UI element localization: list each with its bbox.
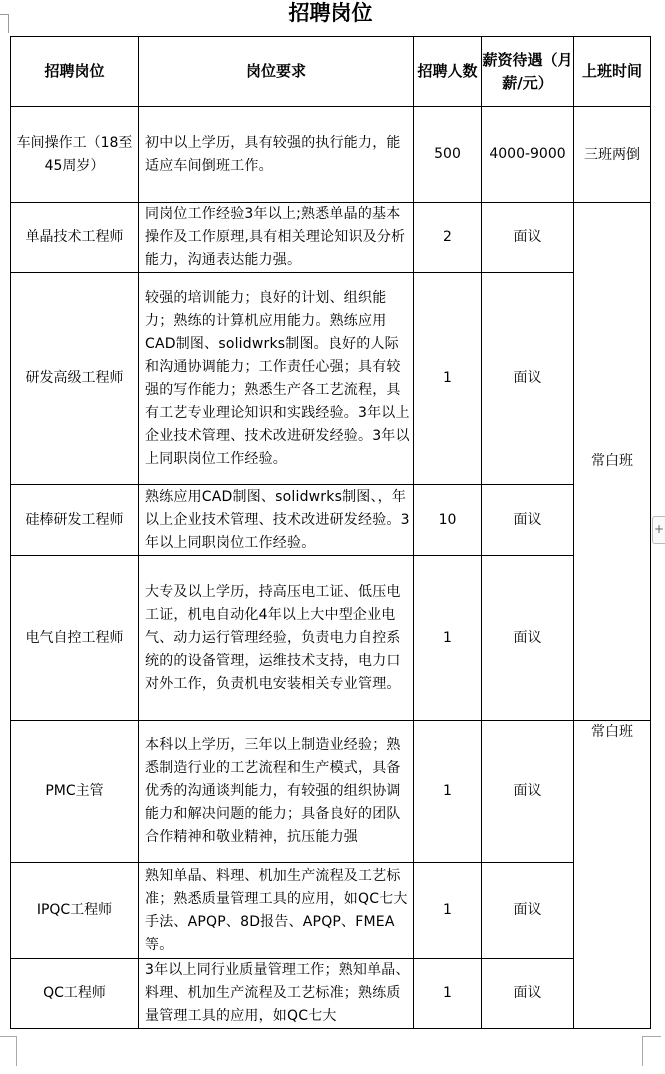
count-cell: 1 (414, 863, 482, 959)
requirement-cell: 本科以上学历，三年以上制造业经验；熟悉制造行业的工艺流程和生产模式，具备优秀的沟通谈判能力，有较强的组织协调能力和解决问题的能力；具备良好的团队合作精神和敬业精神，抗压能力强 (139, 721, 414, 863)
crop-mark (642, 1036, 661, 1038)
salary-cell: 面议 (482, 556, 574, 721)
requirement-cell: 较强的培训能力；良好的计划、组织能力；熟练的计算机应用能力。熟练应用CAD制图、solidwrks制图。良好的人际和沟通协调能力；工作责任心强；具有较强的写作能力；熟悉生产各工艺流程，具有工艺专业理论知识和实践经验。3年以上企业技术管理、技术改进研发经验。3年以上同职岗位工作经验。 (139, 273, 414, 485)
table-row (11, 721, 651, 863)
requirement-cell: 熟练应用CAD制图、solidwrks制图、，年以上企业技术管理、技术改进研发经验。3年以上同职岗位工作经验。 (139, 485, 414, 556)
crop-mark (642, 1036, 644, 1066)
crop-mark (16, 1036, 18, 1066)
salary-cell: 4000-9000 (482, 107, 574, 203)
requirement-cell: 同岗位工作经验3年以上;熟悉单晶的基本操作及工作原理,具有相关理论知识及分析能力，沟通表达能力强。 (139, 203, 414, 273)
position-cell: IPQC工程师 (11, 863, 139, 959)
requirement-cell: 大专及以上学历，持高压电工证、低压电工证，机电自动化4年以上大中型企业电气、动力运行管理经验，负责电力自控系统的的设备管理，运维技术支持，电力口对外工作，负责机电安装相关专业管理。 (139, 556, 414, 721)
position-cell: 单晶技术工程师 (11, 203, 139, 273)
table-row (11, 107, 651, 203)
crop-mark (0, 1036, 16, 1038)
salary-cell: 面议 (482, 959, 574, 1029)
salary-cell: 面议 (482, 863, 574, 959)
table-row (11, 959, 651, 1029)
table-row (11, 203, 651, 273)
header-shift: 上班时间 (574, 37, 651, 107)
shift-cell: 三班两倒 (574, 107, 651, 203)
table-header-row (11, 37, 651, 107)
count-cell: 10 (414, 485, 482, 556)
position-cell: QC工程师 (11, 959, 139, 1029)
add-column-handle[interactable]: + (652, 516, 665, 544)
salary-cell: 面议 (482, 203, 574, 273)
requirement-cell: 初中以上学历，具有较强的执行能力，能适应车间倒班工作。 (139, 107, 414, 203)
count-cell: 500 (414, 107, 482, 203)
count-cell: 1 (414, 273, 482, 485)
header-salary: 薪资待遇（月薪/元） (482, 37, 574, 107)
position-cell: 硅棒研发工程师 (11, 485, 139, 556)
salary-cell: 面议 (482, 721, 574, 863)
table-row (11, 485, 651, 556)
count-cell: 1 (414, 556, 482, 721)
table-row (11, 556, 651, 721)
requirement-cell: 3年以上同行业质量管理工作；熟知单晶、料理、机加生产流程及工艺标准；熟练质量管理工具的应用，如QC七大 (139, 959, 414, 1029)
count-cell: 1 (414, 959, 482, 1029)
recruitment-table (10, 36, 651, 1029)
position-cell: 电气自控工程师 (11, 556, 139, 721)
header-count: 招聘人数 (414, 37, 482, 107)
corner-mark (0, 14, 9, 33)
count-cell: 1 (414, 721, 482, 863)
header-requirement: 岗位要求 (139, 37, 414, 107)
position-cell: 车间操作工（18至45周岁） (11, 107, 139, 203)
page-title: 招聘岗位 (288, 0, 373, 25)
header-position: 招聘岗位 (11, 37, 139, 107)
requirement-cell: 熟知单晶、料理、机加生产流程及工艺标准；熟悉质量管理工具的应用，如QC七大手法、APQP、8D报告、APQP、FMEA等。 (139, 863, 414, 959)
salary-cell: 面议 (482, 273, 574, 485)
position-cell: 研发高级工程师 (11, 273, 139, 485)
shift-cell: 常白班 (574, 203, 651, 721)
position-cell: PMC主管 (11, 721, 139, 863)
table-row (11, 273, 651, 485)
table-row (11, 863, 651, 959)
count-cell: 2 (414, 203, 482, 273)
shift-cell: 常白班 (574, 721, 651, 1029)
salary-cell: 面议 (482, 485, 574, 556)
